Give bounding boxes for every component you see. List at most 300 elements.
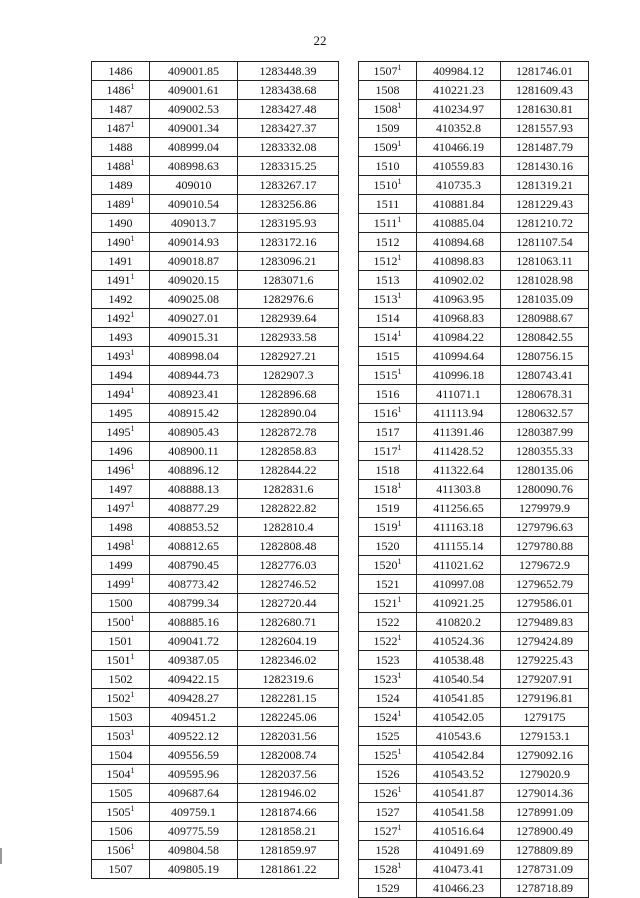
coordinate-x: 409804.58	[150, 841, 238, 860]
point-number: 1506$^1$	[92, 841, 150, 860]
table-row	[92, 746, 339, 765]
coordinate-y: 1279424.89	[501, 632, 589, 651]
table-row	[359, 290, 589, 309]
point-number: 1517	[359, 423, 417, 442]
table-row	[359, 575, 589, 594]
table-row	[92, 347, 339, 366]
coordinate-y: 1281858.21	[238, 822, 339, 841]
coordinate-x: 411428.52	[417, 442, 501, 461]
coordinate-y: 1282831.6	[238, 480, 339, 499]
coordinate-x: 410541.85	[417, 689, 501, 708]
coordinate-y: 1281028.98	[501, 271, 589, 290]
coordinate-x: 410234.97	[417, 100, 501, 119]
table-row	[92, 651, 339, 670]
coordinate-y: 1279586.01	[501, 594, 589, 613]
coordinate-x: 408773.42	[150, 575, 238, 594]
coordinate-x: 408900.11	[150, 442, 238, 461]
coordinate-y: 1282604.19	[238, 632, 339, 651]
point-number: 1488$^1$	[92, 157, 150, 176]
table-row	[359, 689, 589, 708]
table-row	[359, 385, 589, 404]
table-row	[92, 841, 339, 860]
coordinate-y: 1280756.15	[501, 347, 589, 366]
coordinate-y: 1282976.6	[238, 290, 339, 309]
point-number: 1525	[359, 727, 417, 746]
coordinate-x: 411256.65	[417, 499, 501, 518]
page-number: 22	[313, 33, 327, 48]
coordinate-y: 1281557.93	[501, 119, 589, 138]
table-row	[359, 670, 589, 689]
point-number: 1503	[92, 708, 150, 727]
coordinate-y: 1279020.9	[501, 765, 589, 784]
point-number: 1512	[359, 233, 417, 252]
table-row	[359, 784, 589, 803]
table-row	[92, 537, 339, 556]
point-number: 1526	[359, 765, 417, 784]
table-row	[359, 556, 589, 575]
point-number: 1516	[359, 385, 417, 404]
point-number: 1513$^1$	[359, 290, 417, 309]
coordinate-y: 1282808.48	[238, 537, 339, 556]
table-row	[92, 727, 339, 746]
coordinate-y: 1282844.22	[238, 461, 339, 480]
table-row	[92, 689, 339, 708]
coordinate-y: 1279225.43	[501, 651, 589, 670]
coordinate-y: 1281630.81	[501, 100, 589, 119]
coordinate-y: 1279153.1	[501, 727, 589, 746]
point-number: 1493	[92, 328, 150, 347]
coordinate-y: 1283448.39	[238, 62, 339, 81]
coordinate-x: 410541.87	[417, 784, 501, 803]
coordinate-x: 410963.95	[417, 290, 501, 309]
table-row	[359, 879, 589, 898]
point-number: 1508	[359, 81, 417, 100]
point-number: 1529	[359, 879, 417, 898]
coordinate-x: 409041.72	[150, 632, 238, 651]
coordinate-x: 410968.83	[417, 309, 501, 328]
coordinate-y: 1281946.02	[238, 784, 339, 803]
table-row	[359, 708, 589, 727]
table-row	[359, 480, 589, 499]
table-row	[92, 176, 339, 195]
point-number: 1496$^1$	[92, 461, 150, 480]
table-row	[92, 271, 339, 290]
coordinate-x: 410491.69	[417, 841, 501, 860]
point-number: 1488	[92, 138, 150, 157]
coordinate-y: 1282933.58	[238, 328, 339, 347]
coordinate-x: 410538.48	[417, 651, 501, 670]
coordinate-x: 409015.31	[150, 328, 238, 347]
point-number: 1517$^1$	[359, 442, 417, 461]
table-row	[92, 404, 339, 423]
coordinate-y: 1282720.44	[238, 594, 339, 613]
coordinate-x: 408853.52	[150, 518, 238, 537]
table-row	[92, 309, 339, 328]
coordinate-x: 410542.84	[417, 746, 501, 765]
point-number: 1524$^1$	[359, 708, 417, 727]
coordinate-x: 410898.83	[417, 252, 501, 271]
coordinate-y: 1280135.06	[501, 461, 589, 480]
point-number: 1490$^1$	[92, 233, 150, 252]
coordinate-x: 409595.96	[150, 765, 238, 784]
point-number: 1528	[359, 841, 417, 860]
coordinate-y: 1278991.09	[501, 803, 589, 822]
point-number: 1508$^1$	[359, 100, 417, 119]
coordinate-y: 1282939.64	[238, 309, 339, 328]
point-number: 1520$^1$	[359, 556, 417, 575]
table-row	[92, 214, 339, 233]
coordinate-y: 1281063.11	[501, 252, 589, 271]
coordinate-x: 410820.2	[417, 613, 501, 632]
coordinate-x: 409001.85	[150, 62, 238, 81]
coordinate-y: 1278731.09	[501, 860, 589, 879]
table-row	[359, 822, 589, 841]
table-row	[92, 670, 339, 689]
coordinate-y: 1283267.17	[238, 176, 339, 195]
coordinate-x: 410984.22	[417, 328, 501, 347]
coordinate-x: 410997.08	[417, 575, 501, 594]
table-row	[92, 290, 339, 309]
table-row	[359, 423, 589, 442]
coordinate-x: 410352.8	[417, 119, 501, 138]
point-number: 1499$^1$	[92, 575, 150, 594]
point-number: 1514$^1$	[359, 328, 417, 347]
table-row	[359, 233, 589, 252]
coordinate-x: 408790.45	[150, 556, 238, 575]
coordinate-y: 1281487.79	[501, 138, 589, 157]
point-number: 1490	[92, 214, 150, 233]
coordinate-y: 1279014.36	[501, 784, 589, 803]
point-number: 1518	[359, 461, 417, 480]
coordinate-y: 1282776.03	[238, 556, 339, 575]
point-number: 1496	[92, 442, 150, 461]
table-row	[92, 442, 339, 461]
coordinate-y: 1279175	[501, 708, 589, 727]
table-row	[92, 556, 339, 575]
coordinate-y: 1282281.15	[238, 689, 339, 708]
coordinate-y: 1280090.76	[501, 480, 589, 499]
table-row	[92, 423, 339, 442]
coordinate-x: 409451.2	[150, 708, 238, 727]
table-row	[359, 309, 589, 328]
point-number: 1510	[359, 157, 417, 176]
coordinate-x: 408999.04	[150, 138, 238, 157]
point-number: 1495	[92, 404, 150, 423]
coordinate-y: 1280678.31	[501, 385, 589, 404]
coordinate-y: 1278900.49	[501, 822, 589, 841]
coordinate-x: 411303.8	[417, 480, 501, 499]
table-row	[92, 252, 339, 271]
coordinate-y: 1283172.16	[238, 233, 339, 252]
coordinate-x: 410524.36	[417, 632, 501, 651]
coordinate-x: 409025.08	[150, 290, 238, 309]
point-number: 1489	[92, 176, 150, 195]
table-row	[92, 803, 339, 822]
coordinate-x: 410543.6	[417, 727, 501, 746]
point-number: 1515	[359, 347, 417, 366]
coordinate-y: 1281107.54	[501, 233, 589, 252]
coordinates-table-left	[91, 61, 339, 879]
coordinate-y: 1281229.43	[501, 195, 589, 214]
point-number: 1522$^1$	[359, 632, 417, 651]
table-row	[359, 746, 589, 765]
coordinate-y: 1280387.99	[501, 423, 589, 442]
coordinate-x: 411322.64	[417, 461, 501, 480]
coordinate-y: 1283438.68	[238, 81, 339, 100]
point-number: 1521$^1$	[359, 594, 417, 613]
coordinate-x: 410466.23	[417, 879, 501, 898]
coordinate-y: 1281861.22	[238, 860, 339, 879]
coordinate-y: 1279489.83	[501, 613, 589, 632]
point-number: 1510$^1$	[359, 176, 417, 195]
point-number: 1502	[92, 670, 150, 689]
coordinate-x: 408877.29	[150, 499, 238, 518]
table-row	[359, 594, 589, 613]
table-row	[359, 157, 589, 176]
coordinate-x: 409428.27	[150, 689, 238, 708]
table-row	[92, 233, 339, 252]
table-row	[92, 499, 339, 518]
coordinate-y: 1279796.63	[501, 518, 589, 537]
coordinate-x: 409027.01	[150, 309, 238, 328]
point-number: 1491	[92, 252, 150, 271]
point-number: 1487$^1$	[92, 119, 150, 138]
table-row	[92, 385, 339, 404]
table-row	[359, 499, 589, 518]
point-number: 1523	[359, 651, 417, 670]
coordinate-y: 1282008.74	[238, 746, 339, 765]
point-number: 1492	[92, 290, 150, 309]
coordinate-y: 1279780.88	[501, 537, 589, 556]
coordinate-y: 1281210.72	[501, 214, 589, 233]
coordinate-y: 1283315.25	[238, 157, 339, 176]
table-row	[92, 784, 339, 803]
coordinate-x: 408896.12	[150, 461, 238, 480]
table-row	[359, 347, 589, 366]
coordinate-x: 410543.52	[417, 765, 501, 784]
point-number: 1528$^1$	[359, 860, 417, 879]
table-row	[359, 404, 589, 423]
table-row	[92, 157, 339, 176]
point-number: 1498$^1$	[92, 537, 150, 556]
table-row	[359, 442, 589, 461]
coordinate-y: 1279092.16	[501, 746, 589, 765]
point-number: 1511$^1$	[359, 214, 417, 233]
coordinate-x: 408905.43	[150, 423, 238, 442]
point-number: 1495$^1$	[92, 423, 150, 442]
table-row	[359, 195, 589, 214]
coordinate-x: 409001.61	[150, 81, 238, 100]
point-number: 1515$^1$	[359, 366, 417, 385]
point-number: 1487	[92, 100, 150, 119]
coordinate-x: 409002.53	[150, 100, 238, 119]
coordinate-x: 410221.23	[417, 81, 501, 100]
point-number: 1512$^1$	[359, 252, 417, 271]
coordinate-y: 1280632.57	[501, 404, 589, 423]
coordinate-y: 1279652.79	[501, 575, 589, 594]
coordinate-y: 1282890.04	[238, 404, 339, 423]
point-number: 1507	[92, 860, 150, 879]
table-row	[92, 195, 339, 214]
table-row	[359, 765, 589, 784]
coordinate-y: 1283256.86	[238, 195, 339, 214]
point-number: 1511	[359, 195, 417, 214]
coordinate-x: 409556.59	[150, 746, 238, 765]
coordinate-y: 1279196.81	[501, 689, 589, 708]
coordinate-y: 1278718.89	[501, 879, 589, 898]
point-number: 1505	[92, 784, 150, 803]
point-number: 1523$^1$	[359, 670, 417, 689]
coordinate-x: 410894.68	[417, 233, 501, 252]
table-row	[92, 138, 339, 157]
table-row	[359, 271, 589, 290]
point-number: 1493$^1$	[92, 347, 150, 366]
coordinate-y: 1282822.82	[238, 499, 339, 518]
point-number: 1516$^1$	[359, 404, 417, 423]
table-row	[359, 537, 589, 556]
coordinate-x: 411113.94	[417, 404, 501, 423]
point-number: 1504$^1$	[92, 765, 150, 784]
coordinate-x: 411163.18	[417, 518, 501, 537]
point-number: 1499	[92, 556, 150, 575]
point-number: 1519	[359, 499, 417, 518]
coordinate-x: 408998.63	[150, 157, 238, 176]
point-number: 1501$^1$	[92, 651, 150, 670]
coordinate-y: 1279207.91	[501, 670, 589, 689]
coordinate-y: 1282907.3	[238, 366, 339, 385]
point-number: 1519$^1$	[359, 518, 417, 537]
point-number: 1527	[359, 803, 417, 822]
coordinate-x: 410542.05	[417, 708, 501, 727]
table-row	[92, 100, 339, 119]
coordinate-y: 1281035.09	[501, 290, 589, 309]
table-row	[92, 461, 339, 480]
table-row	[92, 328, 339, 347]
coordinate-x: 409018.87	[150, 252, 238, 271]
coordinate-x: 408888.13	[150, 480, 238, 499]
point-number: 1486$^1$	[92, 81, 150, 100]
table-row	[92, 822, 339, 841]
table-row	[92, 613, 339, 632]
table-row	[92, 575, 339, 594]
coordinate-x: 408915.42	[150, 404, 238, 423]
table-row	[359, 803, 589, 822]
coordinate-x: 410541.58	[417, 803, 501, 822]
point-number: 1491$^1$	[92, 271, 150, 290]
coordinate-x: 408812.65	[150, 537, 238, 556]
point-number: 1527$^1$	[359, 822, 417, 841]
point-number: 1526$^1$	[359, 784, 417, 803]
coordinate-x: 409984.12	[417, 62, 501, 81]
point-number: 1494	[92, 366, 150, 385]
table-row	[92, 480, 339, 499]
table-row	[92, 518, 339, 537]
table-row	[92, 594, 339, 613]
coordinate-y: 1281859.97	[238, 841, 339, 860]
table-row	[359, 138, 589, 157]
coordinate-y: 1279672.9	[501, 556, 589, 575]
coordinate-y: 1282858.83	[238, 442, 339, 461]
point-number: 1524	[359, 689, 417, 708]
coordinate-y: 1283071.6	[238, 271, 339, 290]
coordinate-y: 1282810.4	[238, 518, 339, 537]
coordinate-y: 1283332.08	[238, 138, 339, 157]
coordinate-y: 1283427.48	[238, 100, 339, 119]
coordinate-x: 411071.1	[417, 385, 501, 404]
point-number: 1505$^1$	[92, 803, 150, 822]
coordinates-table-right	[358, 61, 589, 898]
coordinate-x: 409759.1	[150, 803, 238, 822]
coordinate-x: 411155.14	[417, 537, 501, 556]
point-number: 1494$^1$	[92, 385, 150, 404]
point-number: 1497$^1$	[92, 499, 150, 518]
coordinate-x: 409387.05	[150, 651, 238, 670]
point-number: 1502$^1$	[92, 689, 150, 708]
coordinate-y: 1280355.33	[501, 442, 589, 461]
coordinate-y: 1282346.02	[238, 651, 339, 670]
coordinate-x: 411021.62	[417, 556, 501, 575]
coordinate-x: 409422.15	[150, 670, 238, 689]
coordinate-y: 1281319.21	[501, 176, 589, 195]
coordinate-y: 1282872.78	[238, 423, 339, 442]
coordinate-x: 409522.12	[150, 727, 238, 746]
table-row	[92, 708, 339, 727]
point-number: 1503$^1$	[92, 727, 150, 746]
point-number: 1489$^1$	[92, 195, 150, 214]
table-row	[359, 366, 589, 385]
coordinate-y: 1282031.56	[238, 727, 339, 746]
point-number: 1518$^1$	[359, 480, 417, 499]
table-row	[359, 461, 589, 480]
table-row	[359, 214, 589, 233]
coordinate-y: 1281874.66	[238, 803, 339, 822]
table-row	[359, 613, 589, 632]
table-row	[359, 81, 589, 100]
coordinate-y: 1280842.55	[501, 328, 589, 347]
coordinate-x: 410466.19	[417, 138, 501, 157]
point-number: 1506	[92, 822, 150, 841]
coordinate-x: 408885.16	[150, 613, 238, 632]
table-row	[92, 860, 339, 879]
coordinate-y: 1278809.89	[501, 841, 589, 860]
coordinate-x: 410540.54	[417, 670, 501, 689]
coordinate-x: 409687.64	[150, 784, 238, 803]
point-number: 1501	[92, 632, 150, 651]
table-row	[92, 62, 339, 81]
coordinate-y: 1281746.01	[501, 62, 589, 81]
coordinate-x: 410881.84	[417, 195, 501, 214]
point-number: 1497	[92, 480, 150, 499]
coordinate-y: 1282680.71	[238, 613, 339, 632]
point-number: 1509$^1$	[359, 138, 417, 157]
coordinate-x: 410994.64	[417, 347, 501, 366]
coordinate-y: 1281430.16	[501, 157, 589, 176]
table-row	[359, 252, 589, 271]
coordinate-x: 410902.02	[417, 271, 501, 290]
coordinate-y: 1282319.6	[238, 670, 339, 689]
coordinate-x: 409775.59	[150, 822, 238, 841]
coordinate-y: 1282037.56	[238, 765, 339, 784]
coordinate-x: 409001.34	[150, 119, 238, 138]
coordinate-x: 409805.19	[150, 860, 238, 879]
coordinate-x: 410559.83	[417, 157, 501, 176]
point-number: 1521	[359, 575, 417, 594]
table-row	[359, 119, 589, 138]
scan-edge-mark	[0, 848, 2, 864]
coordinate-x: 409013.7	[150, 214, 238, 233]
point-number: 1500	[92, 594, 150, 613]
point-number: 1513	[359, 271, 417, 290]
